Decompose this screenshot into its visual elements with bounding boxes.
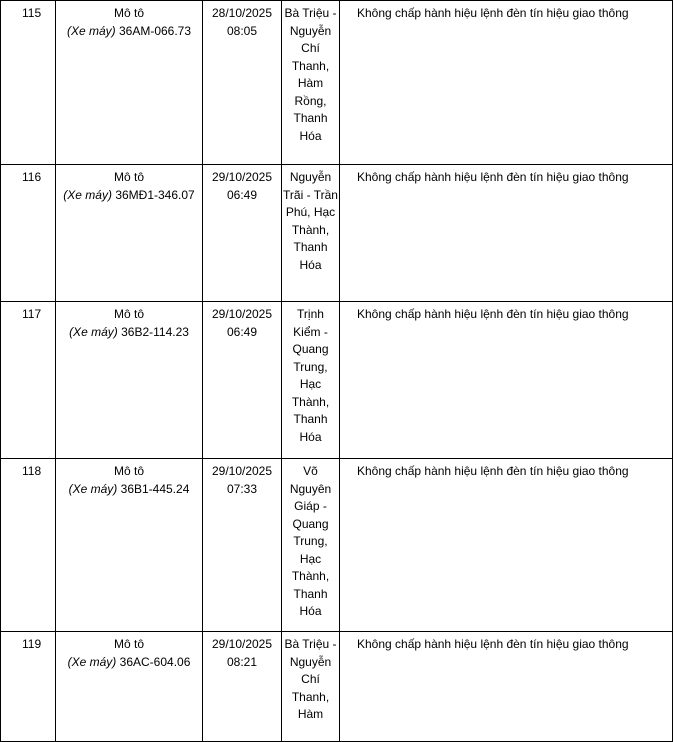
violation-description: Không chấp hành hiệu lệnh đèn tín hiệu giao thông xyxy=(357,637,629,651)
location-cell xyxy=(282,302,340,459)
violation-time: 08:21 xyxy=(226,654,258,669)
violation-time: 06:49 xyxy=(226,187,258,202)
violation-date: 28/10/2025 xyxy=(211,6,273,20)
row-number: 117 xyxy=(1,302,56,459)
table-row xyxy=(1,165,673,302)
vehicle-cell xyxy=(56,1,203,165)
violation-description: Không chấp hành hiệu lệnh đèn tín hiệu giao thông xyxy=(357,170,629,184)
license-plate: 36AM-066.73 xyxy=(118,23,192,38)
violation-cell xyxy=(340,302,673,459)
license-plate: 36B1-445.24 xyxy=(120,481,190,496)
row-number: 118 xyxy=(1,459,56,632)
vehicle-type: (Xe máy) xyxy=(69,324,118,339)
location-cell xyxy=(282,632,340,742)
license-plate: 36B2-114.23 xyxy=(121,324,189,339)
time-cell xyxy=(203,632,282,742)
vehicle-plate-line xyxy=(56,324,202,342)
location-cell xyxy=(282,1,340,165)
vehicle-class: Mô tô xyxy=(113,170,144,184)
table-row xyxy=(1,302,673,459)
violation-cell xyxy=(340,459,673,632)
violation-cell xyxy=(340,632,673,742)
table-row xyxy=(1,459,673,632)
vehicle-class: Mô tô xyxy=(113,307,144,321)
violation-date: 29/10/2025 xyxy=(211,637,273,651)
violation-location: Bà Triệu - Nguyễn Chí Thanh, Hàm Rồng, Thanh Hóa xyxy=(284,6,337,143)
vehicle-class: Mô tô xyxy=(113,637,144,651)
row-number: 115 xyxy=(1,1,56,165)
violation-location: Trịnh Kiểm - Quang Trung, Hạc Thành, Thanh Hóa xyxy=(291,307,330,444)
vehicle-class: Mô tô xyxy=(113,6,144,20)
table-row xyxy=(1,632,673,742)
violation-time: 07:33 xyxy=(226,481,258,496)
time-cell xyxy=(203,302,282,459)
location-cell xyxy=(282,165,340,302)
violation-description: Không chấp hành hiệu lệnh đèn tín hiệu giao thông xyxy=(357,6,629,20)
violation-location: Võ Nguyên Giáp - Quang Trung, Hạc Thành, Thanh Hóa xyxy=(289,464,332,618)
vehicle-type: (Xe máy) xyxy=(63,187,112,202)
violation-location: Bà Triệu - Nguyễn Chí Thanh, Hàm xyxy=(284,637,337,721)
violation-date: 29/10/2025 xyxy=(211,307,273,321)
violation-time: 06:49 xyxy=(226,324,258,339)
violation-time: 08:05 xyxy=(226,23,258,38)
license-plate: 36AC-604.06 xyxy=(119,654,191,669)
time-cell xyxy=(203,1,282,165)
license-plate: 36MĐ1-346.07 xyxy=(115,187,195,202)
table-row xyxy=(1,1,673,165)
vehicle-plate-line xyxy=(56,654,202,672)
row-number: 119 xyxy=(1,632,56,742)
vehicle-plate-line xyxy=(56,23,202,41)
row-number: 116 xyxy=(1,165,56,302)
violation-description: Không chấp hành hiệu lệnh đèn tín hiệu giao thông xyxy=(357,307,629,321)
vehicle-plate-line xyxy=(56,481,202,499)
vehicle-cell xyxy=(56,165,203,302)
time-cell xyxy=(203,165,282,302)
violation-location: Nguyễn Trãi - Trần Phú, Hạc Thành, Thanh Hóa xyxy=(283,170,338,272)
vehicle-plate-line xyxy=(56,187,202,205)
vehicle-cell xyxy=(56,459,203,632)
violation-description: Không chấp hành hiệu lệnh đèn tín hiệu giao thông xyxy=(357,464,629,478)
vehicle-cell xyxy=(56,302,203,459)
vehicle-type: (Xe máy) xyxy=(66,23,116,38)
violation-date: 29/10/2025 xyxy=(211,170,273,184)
vehicle-class: Mô tô xyxy=(113,464,144,478)
violation-cell xyxy=(340,165,673,302)
vehicle-cell xyxy=(56,632,203,742)
vehicle-type: (Xe máy) xyxy=(68,481,118,496)
time-cell xyxy=(203,459,282,632)
violation-date: 29/10/2025 xyxy=(211,464,273,478)
violation-cell xyxy=(340,1,673,165)
vehicle-type: (Xe máy) xyxy=(67,654,117,669)
location-cell xyxy=(282,459,340,632)
